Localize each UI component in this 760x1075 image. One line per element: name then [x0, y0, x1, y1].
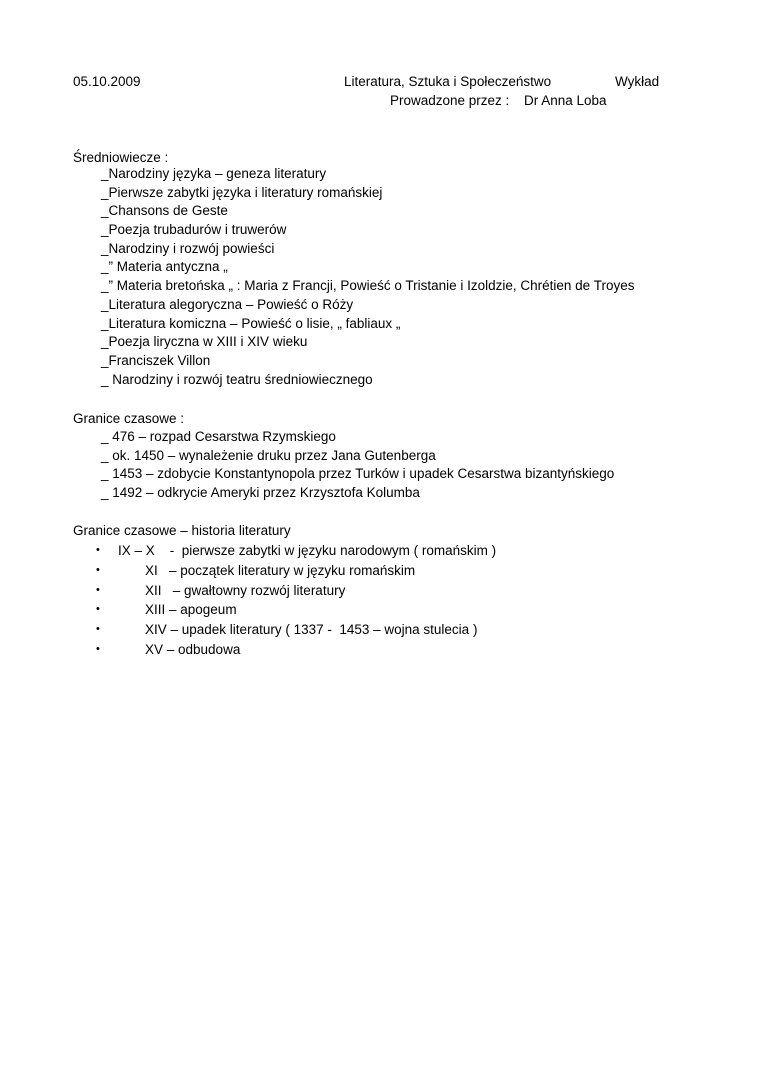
bullet-icon: • — [96, 544, 100, 556]
list-item: _ ok. 1450 – wynależenie druku przez Jana Gutenberga — [101, 447, 436, 463]
list-item-text: XI – początek literatury w języku romańskim — [145, 562, 416, 578]
bullet-icon: • — [96, 623, 100, 636]
list-item-text: XIII – apogeum — [145, 602, 237, 618]
list-item: _ 476 – rozpad Cesarstwa Rzymskiego — [101, 429, 336, 444]
list-item-text: XII – gwałtowny rozwój literatury — [145, 582, 346, 598]
section-heading-middle-ages: Średniowiecze : — [73, 150, 169, 165]
list-item — [0, 640, 760, 660]
lecture-type: Wykład — [615, 74, 660, 89]
list-item-text: XV – odbudowa — [145, 641, 241, 657]
list-item-text: IX – X - pierwsze zabytki w języku narodowym ( romańskim ) — [118, 543, 497, 558]
list-item: _Franciszek Villon — [101, 352, 211, 368]
list-item: _Narodziny i rozwój powieści — [101, 240, 275, 256]
literature-history-bullet-list — [0, 541, 760, 660]
list-item: _Literatura komiczna – Powieść o lisie, „ fabliaux „ — [101, 315, 401, 331]
section-heading-literature-history: Granice czasowe – historia literatury — [73, 523, 291, 538]
list-item: _Chansons de Geste — [101, 203, 228, 219]
list-item — [0, 620, 760, 640]
led-by-label: Prowadzone przez : — [390, 93, 510, 108]
list-item: _ 1492 – odkrycie Ameryki przez Krzysztofa Kolumba — [101, 485, 420, 501]
bullet-icon: • — [96, 583, 100, 596]
list-item: _Narodziny języka – geneza literatury — [101, 166, 327, 181]
document-date: 05.10.2009 — [73, 74, 141, 89]
lecturer-name: Dr Anna Loba — [524, 93, 607, 108]
bullet-icon: • — [96, 563, 100, 576]
list-item-text: XIV – upadek literatury ( 1337 - 1453 – wojna stulecia ) — [145, 622, 478, 638]
bullet-icon: • — [96, 603, 100, 616]
middle-ages-topic-list — [101, 165, 634, 389]
list-item: _” Materia antyczna „ — [101, 259, 228, 275]
bullet-icon: • — [96, 642, 100, 655]
time-limits-list — [101, 428, 614, 503]
list-item — [0, 541, 760, 561]
list-item: _Poezja liryczna w XIII i XIV wieku — [101, 334, 308, 350]
list-item: _” Materia bretońska „ : Maria z Francji, Powieść o Tristanie i Izoldzie, Chrétien de Troyes — [101, 278, 635, 294]
list-item: _ Narodziny i rozwój teatru średniowiecznego — [101, 371, 373, 387]
list-item — [0, 600, 760, 620]
list-item — [0, 581, 760, 601]
list-item: _Pierwsze zabytki języka i literatury romańskiej — [101, 184, 383, 200]
list-item: _Literatura alegoryczna – Powieść o Róży — [101, 296, 354, 312]
list-item: _ 1453 – zdobycie Konstantynopola przez Turków i upadek Cesarstwa bizantyńskiego — [101, 466, 615, 482]
section-heading-time-limits: Granice czasowe : — [73, 411, 185, 426]
list-item — [0, 561, 760, 581]
course-title: Literatura, Sztuka i Społeczeństwo — [344, 74, 552, 89]
list-item: _Poezja trubadurów i truwerów — [101, 222, 287, 238]
